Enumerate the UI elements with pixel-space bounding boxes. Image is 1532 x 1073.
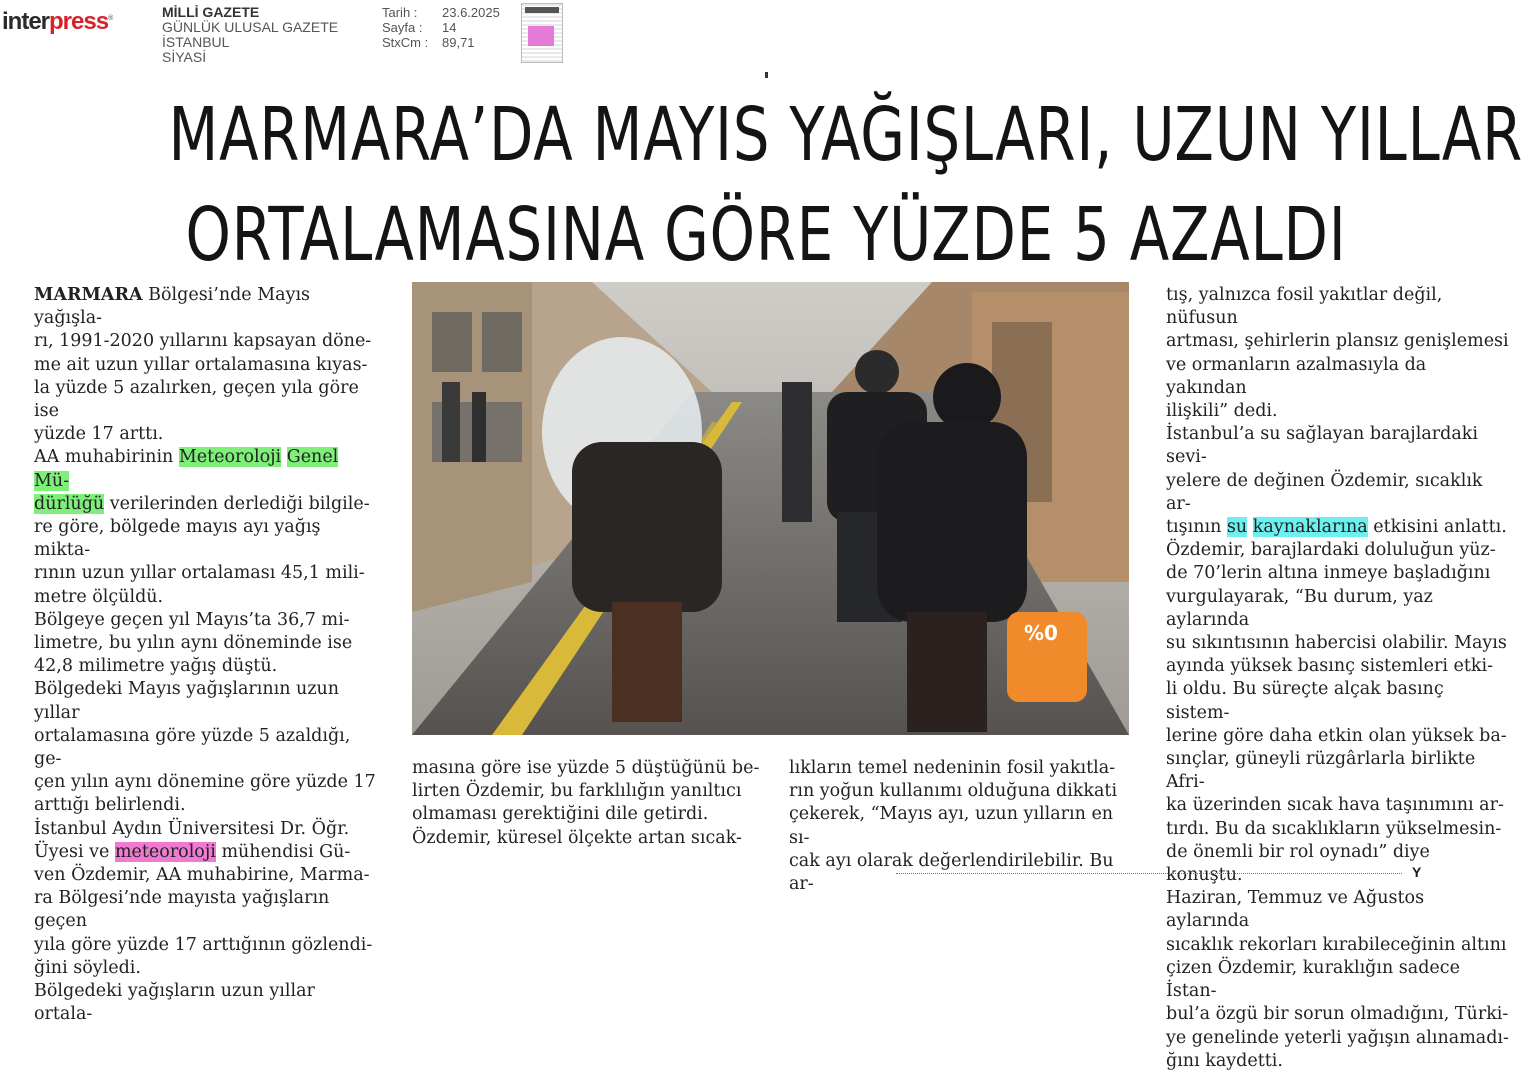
headline (168, 85, 1524, 285)
keyword-highlight: meteoroloji (114, 841, 216, 862)
keyword-highlight: kaynaklarına (1252, 517, 1368, 538)
separator-mark (765, 72, 768, 78)
meta-key: Tarih : (382, 5, 418, 20)
news-photo (412, 282, 1129, 735)
keyword-highlight: Mü- (34, 470, 70, 491)
pub-line: SİYASİ (162, 49, 207, 65)
rainy-street-illustration (412, 282, 1129, 735)
footer-mark: Y (1412, 864, 1422, 880)
headline-line: MARMARA’DA MAYIS YAĞIŞLARI, UZUN YILLAR (168, 92, 1524, 178)
thumbnail-clip-highlight (528, 26, 554, 46)
meta-stxcm: 89,71 (442, 35, 475, 50)
headline-line: ORTALAMASINA GÖRE YÜZDE 5 AZALDI (185, 192, 1347, 278)
publication-name: MİLLİ GAZETE (162, 4, 260, 20)
source-info (162, 5, 338, 65)
article-column-3: lıkların temel nedeninin fosil yakıtla- rın yoğun kullanımı olduğuna dikkati çekerek, “Mayıs ayı, uzun yılların en sı- cak ayı olarak değerlendirilebilir. Bu ar- (789, 758, 1118, 895)
page-thumbnail[interactable] (521, 3, 563, 63)
bag-text: %0 (1024, 621, 1058, 645)
article-column-2: masına göre ise yüzde 5 düştüğünü be- lirten Özdemir, bu farklılığın yanıltıcı olmaması gerektiğini dile getirdi. Özdemir, küresel ölçekte artan sıcak- (412, 758, 760, 848)
meta-key: Sayfa : (382, 20, 423, 35)
thumbnail-masthead (525, 7, 559, 13)
keyword-highlight: Genel (286, 447, 339, 468)
footer-rule (896, 873, 1402, 874)
keyword-highlight: su (1226, 517, 1248, 538)
article-column-4: tış, yalnızca fosil yakıtlar değil, nüfusun artması, şehirlerin plansız genişlemesi ve ormanların azalmasıyla da yakından ilişkili” dedi. İstanbul’a su sağlayan barajlardaki sevi- yelere de değinen Özdemir, sıcaklık ar- tışının su kaynaklarına etkisini anlattı. Özdemir, barajlardaki doluluğun yüz- de 70’lerin altına inmeye başladığını vurgulayarak, “Bu durum, yaz aylarında su sıkıntısının habercisi olabilir. Mayıs ayında yüksek basınç sistemleri etki- li oldu. Bu süreçte alçak basınç sistem- lerine göre daha etkin olan yüksek ba- sınçlar, güneyli rüzgârlarla birlikte Afri- ka üzerinden sıcak hava taşınımını ar- tırdı. Bu da sıcaklıkların yükselmesin- de önemli bir rol oynadı” diye konuştu. Haziran, Temmuz ve Ağustos aylarında sıcaklık rekorları kırabileceğinin altını çizen Özdemir, kuraklığın sadece İstan- bul’a özgü bir sorun olmadığını, Türki- ye genelinde yeterli yağışın alınamadı- ğını kaydetti. (1166, 285, 1509, 1071)
meta-page: 14 (442, 20, 457, 35)
meta-date: 23.6.2025 (442, 5, 500, 20)
article-column-1: MARMARA Bölgesi’nde Mayıs yağışla- rı, 1991-2020 yıllarını kapsayan döne- me ait uzun yıllar ortalamasına kıyas- la yüzde 5 azalırken, geçen yıla göre ise yüzde 17 arttı. AA muhabirinin Meteoroloji Genel Mü- dürlüğü verilerinden derlediği bilgile- re göre, bölgede mayıs ayı yağış mikta- rının uzun yıllar ortalaması 45,1 mili- metre ölçüldü. Bölgeye geçen yıl Mayıs’ta 36,7 mi- limetre, bu yılın aynı döneminde ise 42,8 milimetre yağış düştü. Bölgedeki Mayıs yağışlarının uzun yıllar ortalamasına göre yüzde 5 azaldığı, ge- çen yılın aynı dönemine göre yüzde 17 arttığı belirlendi. İstanbul Aydın Üniversitesi Dr. Öğr. Üyesi ve meteoroloji mühendisi Gü- ven Özdemir, AA muhabirine, Marma- ra Bölgesi’nde mayısta yağışların geçen yıla göre yüzde 17 arttığının gözlendi- ğini söyledi. Bölgedeki yağışların uzun yıllar ortala- (34, 285, 376, 1025)
clip-meta (382, 5, 500, 50)
pub-line: GÜNLÜK ULUSAL GAZETE (162, 19, 339, 35)
keyword-highlight: dürlüğü (34, 493, 105, 514)
interpress-logo: interpress® (2, 8, 113, 35)
keyword-highlight: Meteoroloji (178, 447, 282, 468)
pub-line: İSTANBUL (162, 34, 230, 50)
lead-word: MARMARA (34, 285, 143, 305)
meta-key: StxCm : (382, 35, 429, 50)
